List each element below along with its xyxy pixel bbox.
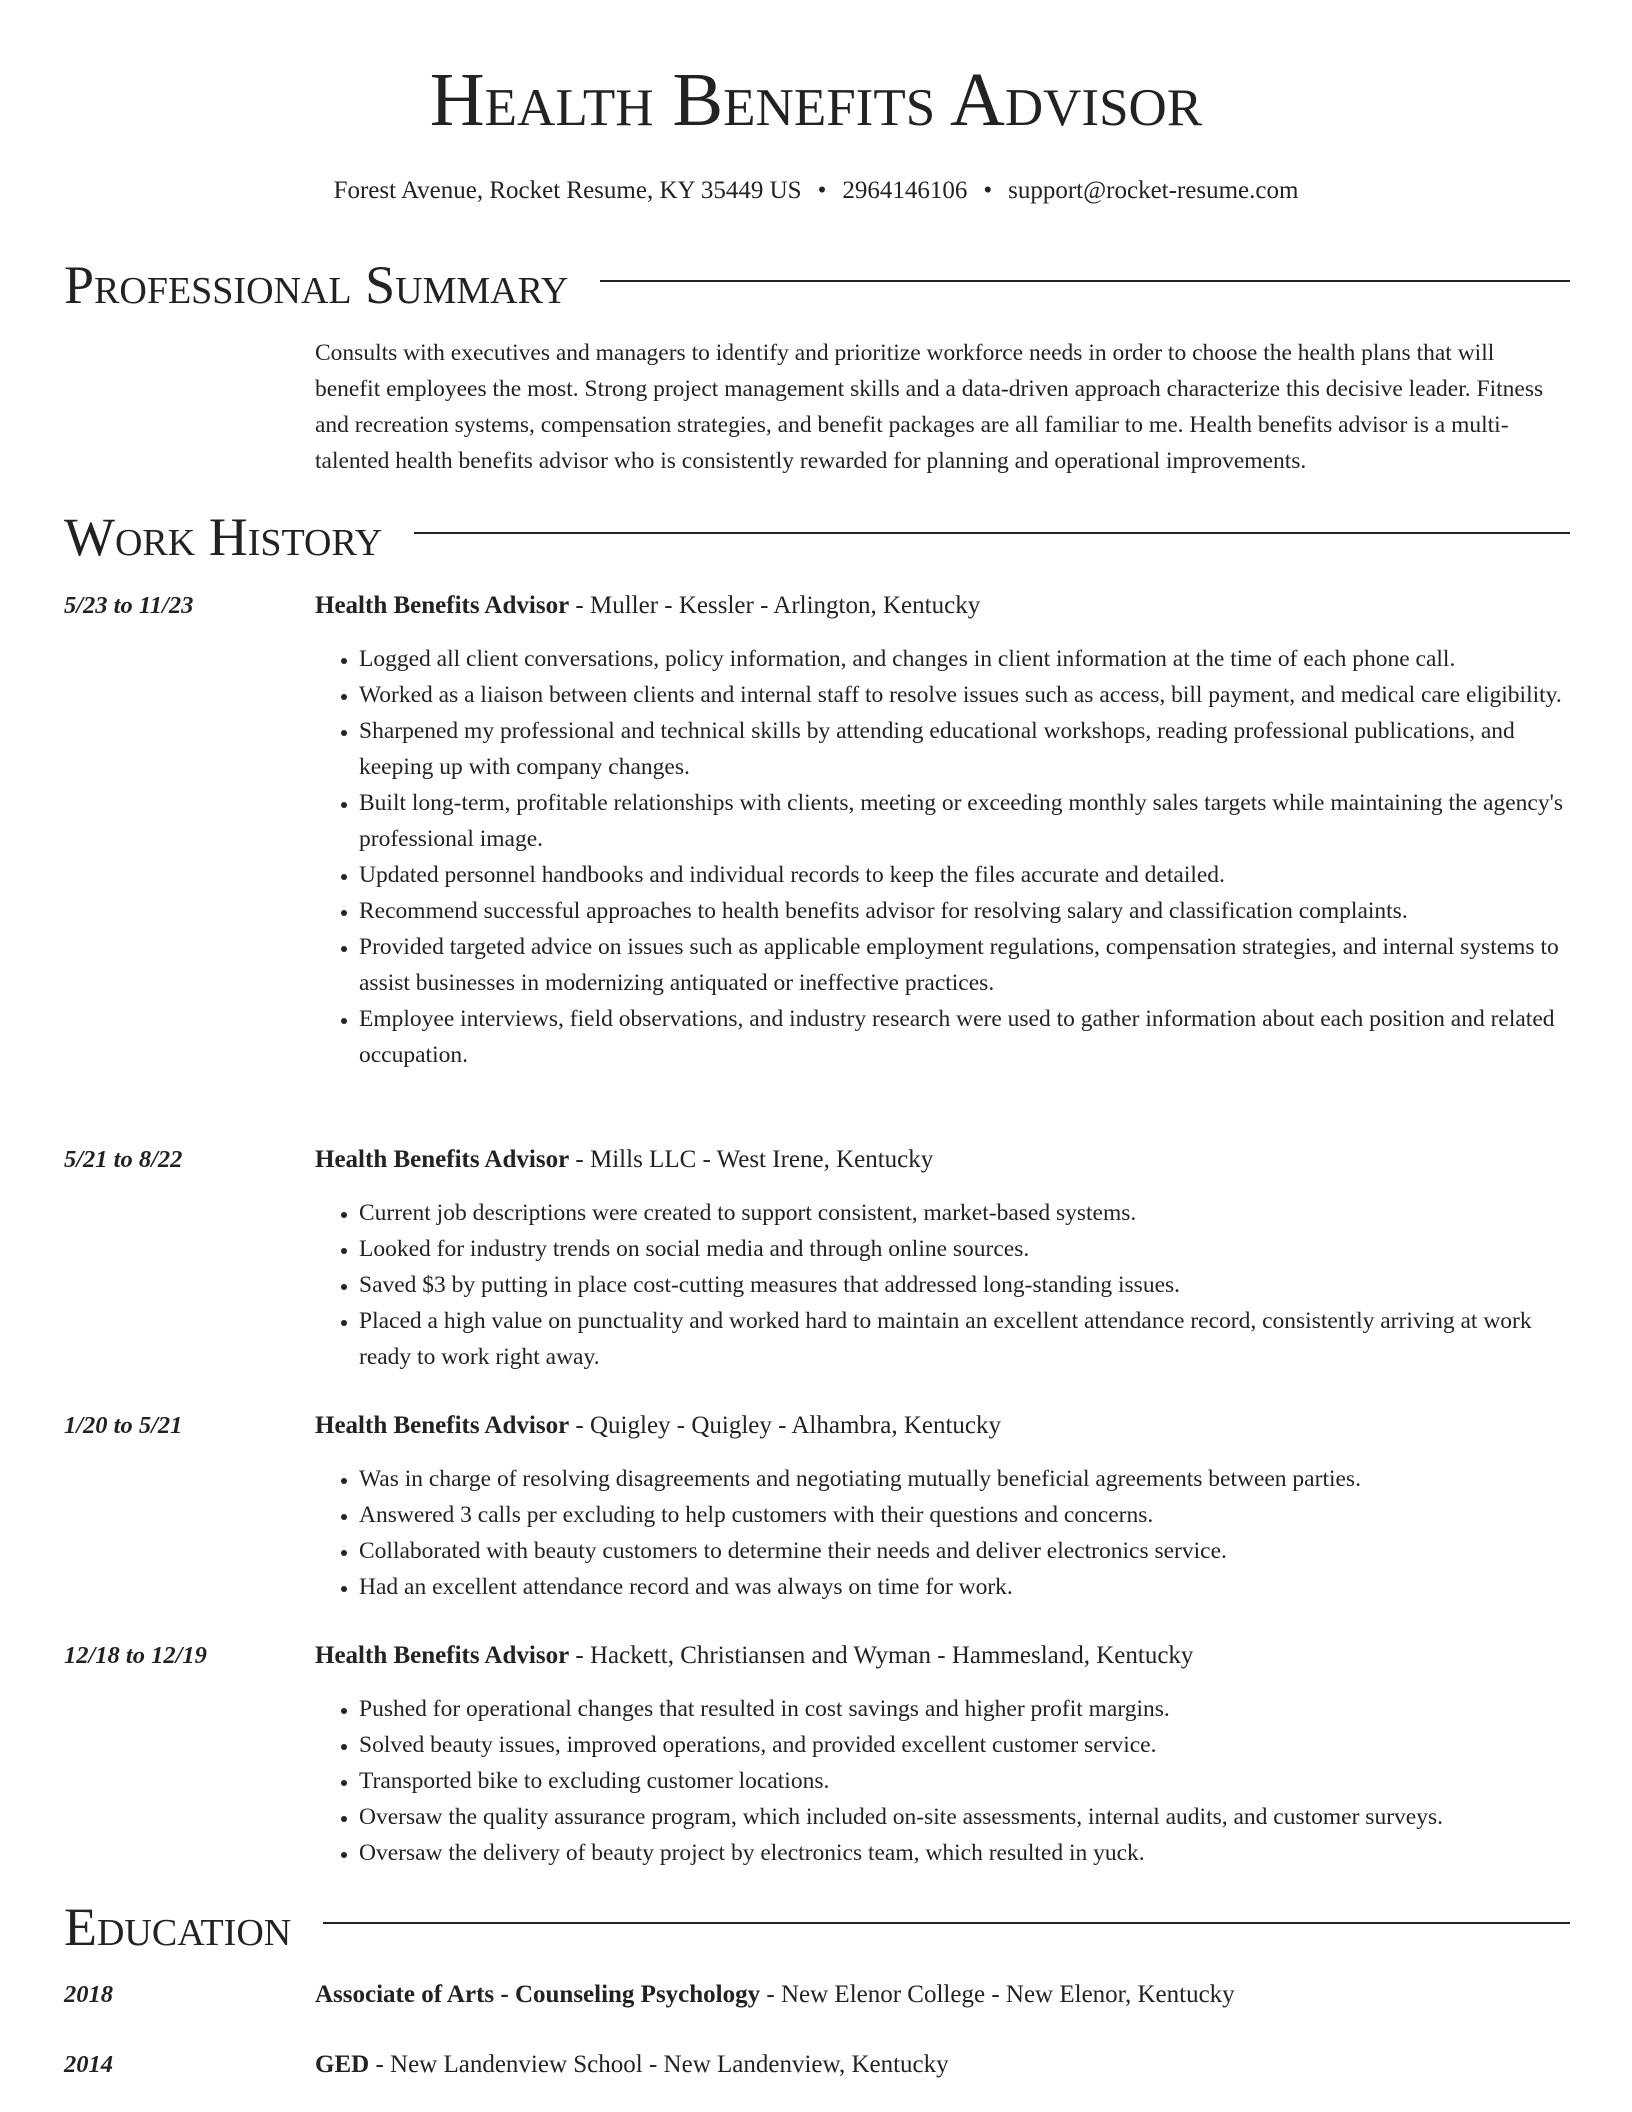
email: support@rocket-resume.com	[1008, 177, 1299, 204]
contact-separator: •	[983, 177, 993, 204]
contact-line	[0, 176, 1632, 206]
list-item: • Sharpened my professional and technical skills by attending educational workshops, reading professional publications, and keeping up with company changes.	[359, 713, 1564, 785]
section-header-education	[64, 1897, 1570, 1957]
job-heading	[315, 1638, 1572, 1674]
education-entry	[315, 1977, 1572, 2013]
list-item: • Transported bike to excluding customer locations.	[359, 1763, 1564, 1799]
section-title-education: Education	[64, 1897, 292, 1957]
job-heading	[315, 1142, 1572, 1178]
education-year: 2018	[64, 1981, 113, 2008]
list-item: • Updated personnel handbooks and individual records to keep the files accurate and detailed.	[359, 857, 1564, 893]
job-details: - Hackett, Christiansen and Wyman - Hammesland, Kentucky	[569, 1642, 1194, 1669]
list-item: • Solved beauty issues, improved operations, and provided excellent customer service.	[359, 1727, 1564, 1763]
list-item: • Had an excellent attendance record and was always on time for work.	[359, 1569, 1564, 1605]
education-year: 2014	[64, 2051, 113, 2078]
job-dates: 5/21 to 8/22	[64, 1146, 183, 1173]
job-title: Health Benefits Advisor	[315, 1146, 570, 1173]
list-item: • Worked as a liaison between clients and internal staff to resolve issues such as access, bill payment, and medical care eligibility.	[359, 677, 1564, 713]
phone: 2964146106	[842, 177, 968, 204]
job-title: Health Benefits Advisor	[315, 1642, 570, 1669]
education-details: - New Landenview School - New Landenview, Kentucky	[369, 2051, 949, 2078]
job-dates: 12/18 to 12/19	[64, 1642, 207, 1669]
job-heading	[315, 1408, 1572, 1444]
section-divider	[414, 532, 1570, 534]
list-item: • Logged all client conversations, policy information, and changes in client information at the time of each phone call.	[359, 641, 1564, 677]
list-item: • Placed a high value on punctuality and worked hard to maintain an excellent attendance record, consistently arriving at work ready to work right away.	[359, 1303, 1564, 1375]
list-item: • Oversaw the delivery of beauty project by electronics team, which resulted in yuck.	[359, 1835, 1564, 1871]
section-title-summary: Professional Summary	[64, 255, 569, 315]
section-divider	[600, 280, 1570, 282]
candidate-name: Health Benefits Advisor	[429, 58, 1203, 142]
education-entry	[315, 2047, 1572, 2083]
list-item: • Oversaw the quality assurance program, which included on-site assessments, internal audits, and customer surveys.	[359, 1799, 1564, 1835]
list-item: • Was in charge of resolving disagreements and negotiating mutually beneficial agreements between parties.	[359, 1461, 1564, 1497]
list-item: • Looked for industry trends on social media and through online sources.	[359, 1231, 1564, 1267]
job-details: - Mills LLC - West Irene, Kentucky	[569, 1146, 934, 1173]
education-degree: GED	[315, 2051, 370, 2078]
education-details: - New Elenor College - New Elenor, Kentucky	[760, 1981, 1235, 2008]
list-item: • Built long-term, profitable relationships with clients, meeting or exceeding monthly sales targets while maintaining the agency's professional image.	[359, 785, 1564, 857]
section-header-work	[64, 507, 1570, 567]
job-heading	[315, 588, 1572, 624]
summary-text: Consults with executives and managers to identify and prioritize workforce needs in order to choose the health plans that will benefit employees the most. Strong project management skills and a data-driven approach characterize this decisive leader. Fitness and recreation systems, compensation strategies, and benefit packages are all familiar to me. Health benefits advisor is a multi-talented health benefits advisor who is consistently rewarded for planning and operational improvements.	[315, 340, 1544, 474]
job-dates: 1/20 to 5/21	[64, 1412, 183, 1439]
list-item: • Collaborated with beauty customers to determine their needs and deliver electronics service.	[359, 1533, 1564, 1569]
list-item: • Answered 3 calls per excluding to help customers with their questions and concerns.	[359, 1497, 1564, 1533]
job-bullets	[315, 1461, 1564, 1605]
job-details: - Muller - Kessler - Arlington, Kentucky	[569, 592, 981, 619]
job-bullets	[315, 1691, 1564, 1871]
list-item: • Employee interviews, field observations, and industry research were used to gather information about each position and related occupation.	[359, 1001, 1564, 1073]
job-dates: 5/23 to 11/23	[64, 592, 194, 619]
list-item: • Saved $3 by putting in place cost-cutting measures that addressed long-standing issues.	[359, 1267, 1564, 1303]
contact-separator: •	[817, 177, 827, 204]
list-item: • Recommend successful approaches to health benefits advisor for resolving salary and classification complaints.	[359, 893, 1564, 929]
list-item: • Provided targeted advice on issues such as applicable employment regulations, compensation strategies, and internal systems to assist businesses in modernizing antiquated or ineffective practices.	[359, 929, 1564, 1001]
list-item: • Current job descriptions were created to support consistent, market-based systems.	[359, 1195, 1564, 1231]
list-item: • Pushed for operational changes that resulted in cost savings and higher profit margins.	[359, 1691, 1564, 1727]
job-bullets	[315, 641, 1564, 1073]
section-header-summary	[64, 255, 1570, 315]
address: Forest Avenue, Rocket Resume, KY 35449 US	[333, 177, 802, 204]
job-bullets	[315, 1195, 1564, 1375]
job-title: Health Benefits Advisor	[315, 592, 570, 619]
job-details: - Quigley - Quigley - Alhambra, Kentucky	[569, 1412, 1002, 1439]
section-divider	[323, 1922, 1570, 1924]
job-title: Health Benefits Advisor	[315, 1412, 570, 1439]
section-title-work: Work History	[64, 507, 383, 567]
education-degree: Associate of Arts - Counseling Psychology	[315, 1981, 761, 2008]
